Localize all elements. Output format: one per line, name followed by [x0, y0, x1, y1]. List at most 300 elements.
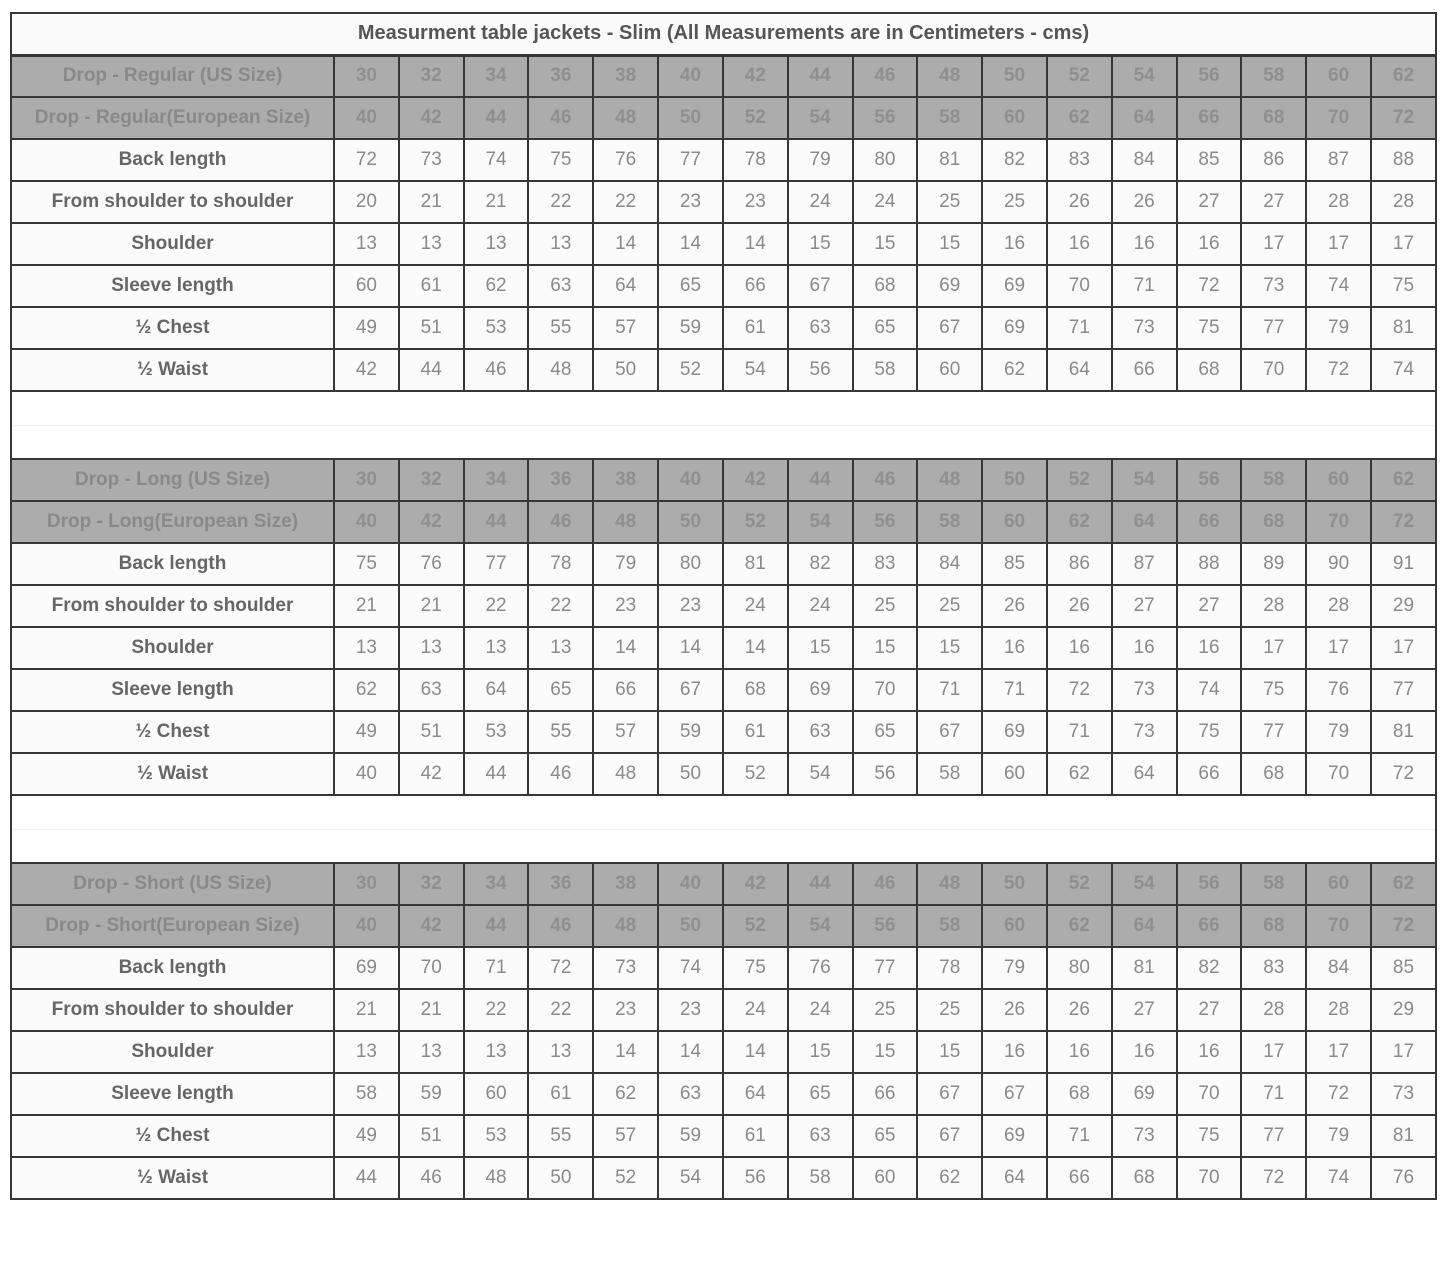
data-row	[11, 1157, 1436, 1199]
us-size-cell: 60	[1306, 863, 1371, 905]
us-size-cell: 56	[1177, 459, 1242, 501]
measurement-value-cell: 63	[788, 711, 853, 753]
measurement-value-cell: 13	[334, 1031, 399, 1073]
measurement-value-cell: 75	[1371, 265, 1436, 307]
measurement-value-cell: 17	[1306, 223, 1371, 265]
measurement-value-cell: 68	[1177, 349, 1242, 391]
measurement-value-cell: 22	[528, 585, 593, 627]
measurement-value-cell: 15	[788, 223, 853, 265]
measurement-value-cell: 61	[723, 307, 788, 349]
measurement-value-cell: 73	[1112, 669, 1177, 711]
measurement-value-cell: 16	[982, 627, 1047, 669]
measurement-value-cell: 52	[593, 1157, 658, 1199]
eu-size-cell: 68	[1241, 501, 1306, 543]
measurement-value-cell: 71	[1047, 711, 1112, 753]
measurement-value-cell: 75	[1241, 669, 1306, 711]
measurement-row-label: Back length	[11, 139, 334, 181]
eu-size-cell: 64	[1112, 501, 1177, 543]
eu-size-row-label: Drop - Short(European Size)	[11, 905, 334, 947]
measurement-value-cell: 73	[1112, 307, 1177, 349]
us-size-cell: 56	[1177, 863, 1242, 905]
section-gap	[11, 795, 1436, 829]
measurement-row-label: Shoulder	[11, 223, 334, 265]
measurement-value-cell: 63	[658, 1073, 723, 1115]
measurement-value-cell: 88	[1177, 543, 1242, 585]
eu-size-cell: 56	[853, 97, 918, 139]
eu-size-cell: 56	[853, 905, 918, 947]
measurement-value-cell: 22	[464, 989, 529, 1031]
measurement-value-cell: 69	[982, 1115, 1047, 1157]
eu-size-cell: 44	[464, 905, 529, 947]
eu-size-cell: 60	[982, 501, 1047, 543]
measurement-value-cell: 65	[528, 669, 593, 711]
us-size-cell: 48	[917, 55, 982, 97]
measurement-value-cell: 70	[399, 947, 464, 989]
measurement-value-cell: 81	[1112, 947, 1177, 989]
measurement-value-cell: 21	[399, 181, 464, 223]
measurement-value-cell: 42	[334, 349, 399, 391]
table-title: Measurment table jackets - Slim (All Measurements are in Centimeters - cms)	[11, 13, 1436, 55]
us-size-cell: 52	[1047, 863, 1112, 905]
measurement-value-cell: 25	[917, 989, 982, 1031]
measurement-value-cell: 24	[853, 181, 918, 223]
measurement-row-label: Sleeve length	[11, 1073, 334, 1115]
measurement-value-cell: 60	[464, 1073, 529, 1115]
measurement-value-cell: 81	[1371, 711, 1436, 753]
measurement-value-cell: 73	[1112, 1115, 1177, 1157]
measurement-value-cell: 25	[917, 181, 982, 223]
measurement-value-cell: 64	[464, 669, 529, 711]
us-size-cell: 48	[917, 863, 982, 905]
measurement-value-cell: 77	[853, 947, 918, 989]
measurement-value-cell: 74	[1371, 349, 1436, 391]
measurement-value-cell: 67	[917, 711, 982, 753]
measurement-value-cell: 26	[982, 585, 1047, 627]
measurement-value-cell: 75	[1177, 711, 1242, 753]
measurement-value-cell: 84	[1112, 139, 1177, 181]
measurement-value-cell: 64	[1112, 753, 1177, 795]
us-size-cell: 36	[528, 459, 593, 501]
measurement-row-label: Back length	[11, 947, 334, 989]
measurement-value-cell: 49	[334, 711, 399, 753]
measurement-value-cell: 75	[1177, 307, 1242, 349]
section-gap-row	[11, 391, 1436, 425]
measurement-value-cell: 74	[658, 947, 723, 989]
measurement-value-cell: 14	[658, 223, 723, 265]
us-size-cell: 54	[1112, 55, 1177, 97]
eu-size-cell: 48	[593, 97, 658, 139]
measurement-value-cell: 77	[1241, 307, 1306, 349]
data-row	[11, 223, 1436, 265]
measurement-value-cell: 69	[982, 307, 1047, 349]
measurement-value-cell: 13	[528, 627, 593, 669]
eu-size-cell: 72	[1371, 905, 1436, 947]
measurement-value-cell: 51	[399, 1115, 464, 1157]
measurement-value-cell: 75	[334, 543, 399, 585]
measurement-value-cell: 64	[593, 265, 658, 307]
eu-size-cell: 62	[1047, 905, 1112, 947]
measurement-row-label: Sleeve length	[11, 265, 334, 307]
measurement-value-cell: 83	[1241, 947, 1306, 989]
eu-size-cell: 40	[334, 97, 399, 139]
measurement-value-cell: 72	[1047, 669, 1112, 711]
measurement-value-cell: 14	[593, 1031, 658, 1073]
us-size-cell: 62	[1371, 459, 1436, 501]
measurement-value-cell: 22	[528, 989, 593, 1031]
measurement-value-cell: 17	[1306, 627, 1371, 669]
measurement-value-cell: 21	[399, 585, 464, 627]
measurement-value-cell: 62	[464, 265, 529, 307]
us-size-cell: 40	[658, 459, 723, 501]
us-size-cell: 60	[1306, 55, 1371, 97]
eu-size-cell: 62	[1047, 501, 1112, 543]
measurement-value-cell: 60	[853, 1157, 918, 1199]
eu-size-cell: 42	[399, 97, 464, 139]
us-size-cell: 62	[1371, 55, 1436, 97]
measurement-value-cell: 26	[1112, 181, 1177, 223]
measurement-value-cell: 24	[788, 989, 853, 1031]
measurement-value-cell: 72	[1177, 265, 1242, 307]
measurement-value-cell: 58	[788, 1157, 853, 1199]
measurement-value-cell: 55	[528, 711, 593, 753]
measurement-value-cell: 17	[1371, 1031, 1436, 1073]
measurement-value-cell: 13	[528, 1031, 593, 1073]
measurement-value-cell: 16	[982, 223, 1047, 265]
measurement-value-cell: 79	[1306, 1115, 1371, 1157]
header-row	[11, 905, 1436, 947]
measurement-value-cell: 60	[982, 753, 1047, 795]
measurement-value-cell: 57	[593, 307, 658, 349]
measurement-value-cell: 78	[917, 947, 982, 989]
measurement-value-cell: 75	[723, 947, 788, 989]
measurement-value-cell: 82	[788, 543, 853, 585]
eu-size-cell: 64	[1112, 97, 1177, 139]
measurement-value-cell: 22	[593, 181, 658, 223]
measurement-value-cell: 15	[788, 627, 853, 669]
measurement-value-cell: 72	[1306, 1073, 1371, 1115]
measurement-value-cell: 13	[464, 223, 529, 265]
measurement-value-cell: 79	[1306, 711, 1371, 753]
eu-size-cell: 46	[528, 905, 593, 947]
measurement-value-cell: 69	[788, 669, 853, 711]
measurement-value-cell: 79	[788, 139, 853, 181]
measurement-value-cell: 25	[853, 585, 918, 627]
measurement-value-cell: 28	[1306, 181, 1371, 223]
measurement-row-label: ½ Waist	[11, 1157, 334, 1199]
measurement-value-cell: 13	[334, 627, 399, 669]
eu-size-cell: 70	[1306, 501, 1371, 543]
measurement-value-cell: 50	[528, 1157, 593, 1199]
measurement-value-cell: 76	[399, 543, 464, 585]
measurement-value-cell: 51	[399, 307, 464, 349]
measurement-value-cell: 77	[464, 543, 529, 585]
measurement-value-cell: 48	[593, 753, 658, 795]
eu-size-cell: 42	[399, 501, 464, 543]
measurement-value-cell: 68	[1241, 753, 1306, 795]
measurement-value-cell: 83	[853, 543, 918, 585]
measurement-value-cell: 49	[334, 1115, 399, 1157]
measurement-value-cell: 90	[1306, 543, 1371, 585]
us-size-cell: 38	[593, 863, 658, 905]
measurement-value-cell: 25	[853, 989, 918, 1031]
measurement-value-cell: 29	[1371, 585, 1436, 627]
data-row	[11, 711, 1436, 753]
us-size-cell: 50	[982, 863, 1047, 905]
measurement-value-cell: 76	[1306, 669, 1371, 711]
measurement-value-cell: 66	[1177, 753, 1242, 795]
measurement-value-cell: 27	[1177, 989, 1242, 1031]
header-row	[11, 459, 1436, 501]
us-size-cell: 40	[658, 863, 723, 905]
measurement-value-cell: 66	[593, 669, 658, 711]
measurement-value-cell: 23	[723, 181, 788, 223]
measurement-value-cell: 85	[1371, 947, 1436, 989]
measurement-value-cell: 15	[917, 1031, 982, 1073]
measurement-value-cell: 64	[723, 1073, 788, 1115]
measurement-value-cell: 21	[334, 989, 399, 1031]
measurement-value-cell: 52	[658, 349, 723, 391]
measurement-value-cell: 55	[528, 307, 593, 349]
measurement-row-label: ½ Chest	[11, 711, 334, 753]
measurement-value-cell: 67	[917, 307, 982, 349]
measurement-value-cell: 26	[1047, 181, 1112, 223]
measurement-value-cell: 17	[1371, 627, 1436, 669]
measurement-value-cell: 69	[982, 265, 1047, 307]
measurement-value-cell: 53	[464, 1115, 529, 1157]
measurement-value-cell: 59	[658, 711, 723, 753]
us-size-cell: 38	[593, 459, 658, 501]
measurement-value-cell: 70	[853, 669, 918, 711]
measurement-value-cell: 15	[788, 1031, 853, 1073]
measurement-row-label: From shoulder to shoulder	[11, 585, 334, 627]
measurement-value-cell: 16	[1047, 627, 1112, 669]
measurement-value-cell: 60	[334, 265, 399, 307]
measurement-value-cell: 54	[723, 349, 788, 391]
us-size-cell: 50	[982, 459, 1047, 501]
eu-size-cell: 58	[917, 905, 982, 947]
measurement-value-cell: 13	[334, 223, 399, 265]
measurement-value-cell: 15	[917, 223, 982, 265]
eu-size-cell: 66	[1177, 905, 1242, 947]
measurement-value-cell: 46	[399, 1157, 464, 1199]
measurement-value-cell: 14	[723, 1031, 788, 1073]
measurement-value-cell: 77	[1241, 711, 1306, 753]
measurement-value-cell: 54	[658, 1157, 723, 1199]
section-gap	[11, 425, 1436, 459]
measurement-value-cell: 13	[528, 223, 593, 265]
eu-size-cell: 54	[788, 905, 853, 947]
eu-size-row-label: Drop - Regular(European Size)	[11, 97, 334, 139]
measurement-value-cell: 69	[982, 711, 1047, 753]
measurement-value-cell: 57	[593, 1115, 658, 1157]
measurement-value-cell: 71	[1047, 1115, 1112, 1157]
us-size-cell: 58	[1241, 55, 1306, 97]
measurement-value-cell: 22	[528, 181, 593, 223]
eu-size-cell: 66	[1177, 501, 1242, 543]
us-size-cell: 46	[853, 55, 918, 97]
measurement-value-cell: 81	[1371, 1115, 1436, 1157]
us-size-cell: 60	[1306, 459, 1371, 501]
measurement-value-cell: 64	[982, 1157, 1047, 1199]
measurement-value-cell: 65	[853, 1115, 918, 1157]
measurement-value-cell: 66	[853, 1073, 918, 1115]
measurement-value-cell: 17	[1241, 1031, 1306, 1073]
measurement-value-cell: 44	[334, 1157, 399, 1199]
eu-size-row-label: Drop - Long(European Size)	[11, 501, 334, 543]
measurement-row-label: Sleeve length	[11, 669, 334, 711]
section-gap-row	[11, 425, 1436, 459]
measurement-value-cell: 73	[399, 139, 464, 181]
us-size-cell: 62	[1371, 863, 1436, 905]
eu-size-cell: 48	[593, 501, 658, 543]
measurement-value-cell: 85	[982, 543, 1047, 585]
measurement-value-cell: 63	[528, 265, 593, 307]
measurement-value-cell: 15	[853, 1031, 918, 1073]
measurement-value-cell: 80	[658, 543, 723, 585]
measurement-value-cell: 80	[1047, 947, 1112, 989]
us-size-cell: 44	[788, 863, 853, 905]
measurement-value-cell: 86	[1241, 139, 1306, 181]
measurement-value-cell: 56	[853, 753, 918, 795]
measurement-value-cell: 73	[1241, 265, 1306, 307]
measurement-value-cell: 25	[982, 181, 1047, 223]
eu-size-cell: 54	[788, 97, 853, 139]
measurement-value-cell: 63	[399, 669, 464, 711]
measurement-value-cell: 69	[917, 265, 982, 307]
section-gap	[11, 829, 1436, 863]
measurement-value-cell: 78	[528, 543, 593, 585]
measurement-value-cell: 75	[528, 139, 593, 181]
measurement-value-cell: 81	[1371, 307, 1436, 349]
measurement-value-cell: 76	[788, 947, 853, 989]
measurement-value-cell: 48	[528, 349, 593, 391]
measurement-value-cell: 21	[464, 181, 529, 223]
measurement-value-cell: 78	[723, 139, 788, 181]
measurement-value-cell: 48	[464, 1157, 529, 1199]
measurement-value-cell: 73	[1371, 1073, 1436, 1115]
measurement-value-cell: 67	[917, 1115, 982, 1157]
measurement-value-cell: 60	[917, 349, 982, 391]
measurement-value-cell: 24	[788, 181, 853, 223]
measurement-row-label: Shoulder	[11, 627, 334, 669]
measurement-value-cell: 83	[1047, 139, 1112, 181]
us-size-cell: 54	[1112, 459, 1177, 501]
measurement-value-cell: 58	[917, 753, 982, 795]
measurement-value-cell: 24	[723, 585, 788, 627]
measurement-value-cell: 17	[1241, 627, 1306, 669]
measurement-value-cell: 62	[334, 669, 399, 711]
measurement-value-cell: 16	[1047, 1031, 1112, 1073]
us-size-cell: 36	[528, 863, 593, 905]
measurement-value-cell: 69	[1112, 1073, 1177, 1115]
measurement-value-cell: 15	[853, 223, 918, 265]
measurement-value-cell: 21	[334, 585, 399, 627]
measurement-value-cell: 54	[788, 753, 853, 795]
measurement-value-cell: 84	[1306, 947, 1371, 989]
measurement-value-cell: 23	[593, 989, 658, 1031]
measurement-value-cell: 61	[723, 1115, 788, 1157]
title-row	[11, 13, 1436, 55]
measurement-value-cell: 46	[528, 753, 593, 795]
measurement-value-cell: 14	[658, 627, 723, 669]
us-size-cell: 30	[334, 863, 399, 905]
measurement-value-cell: 16	[1177, 223, 1242, 265]
measurement-value-cell: 59	[658, 1115, 723, 1157]
us-size-cell: 58	[1241, 459, 1306, 501]
data-row	[11, 1073, 1436, 1115]
measurement-value-cell: 49	[334, 307, 399, 349]
measurement-value-cell: 53	[464, 307, 529, 349]
measurement-value-cell: 67	[788, 265, 853, 307]
measurement-value-cell: 20	[334, 181, 399, 223]
measurement-table-body	[11, 13, 1436, 1199]
measurement-value-cell: 17	[1371, 223, 1436, 265]
measurement-value-cell: 73	[1112, 711, 1177, 753]
measurement-value-cell: 68	[853, 265, 918, 307]
us-size-cell: 30	[334, 55, 399, 97]
measurement-value-cell: 91	[1371, 543, 1436, 585]
measurement-value-cell: 26	[1047, 585, 1112, 627]
us-size-cell: 52	[1047, 55, 1112, 97]
measurement-value-cell: 46	[464, 349, 529, 391]
measurement-value-cell: 63	[788, 1115, 853, 1157]
measurement-value-cell: 55	[528, 1115, 593, 1157]
measurement-value-cell: 27	[1177, 585, 1242, 627]
us-size-cell: 44	[788, 459, 853, 501]
measurement-value-cell: 16	[982, 1031, 1047, 1073]
measurement-value-cell: 14	[723, 223, 788, 265]
data-row	[11, 1031, 1436, 1073]
measurement-value-cell: 14	[593, 223, 658, 265]
measurement-value-cell: 56	[788, 349, 853, 391]
measurement-value-cell: 88	[1371, 139, 1436, 181]
eu-size-cell: 70	[1306, 905, 1371, 947]
measurement-value-cell: 15	[853, 627, 918, 669]
data-row	[11, 349, 1436, 391]
measurement-value-cell: 89	[1241, 543, 1306, 585]
measurement-value-cell: 74	[1306, 265, 1371, 307]
measurement-row-label: ½ Chest	[11, 1115, 334, 1157]
measurement-value-cell: 79	[982, 947, 1047, 989]
measurement-value-cell: 51	[399, 711, 464, 753]
eu-size-cell: 40	[334, 905, 399, 947]
measurement-value-cell: 77	[1371, 669, 1436, 711]
eu-size-cell: 66	[1177, 97, 1242, 139]
eu-size-cell: 64	[1112, 905, 1177, 947]
data-row	[11, 947, 1436, 989]
measurement-value-cell: 67	[658, 669, 723, 711]
section-gap-row	[11, 829, 1436, 863]
measurement-value-cell: 16	[1112, 1031, 1177, 1073]
measurement-value-cell: 13	[399, 223, 464, 265]
measurement-value-cell: 27	[1112, 989, 1177, 1031]
measurement-value-cell: 79	[1306, 307, 1371, 349]
measurement-value-cell: 75	[1177, 1115, 1242, 1157]
data-row	[11, 585, 1436, 627]
eu-size-cell: 50	[658, 501, 723, 543]
eu-size-cell: 56	[853, 501, 918, 543]
measurement-value-cell: 77	[658, 139, 723, 181]
measurement-value-cell: 52	[723, 753, 788, 795]
measurement-value-cell: 72	[1241, 1157, 1306, 1199]
measurement-value-cell: 50	[658, 753, 723, 795]
measurement-value-cell: 40	[334, 753, 399, 795]
measurement-value-cell: 70	[1177, 1157, 1242, 1199]
eu-size-cell: 60	[982, 905, 1047, 947]
measurement-value-cell: 15	[917, 627, 982, 669]
measurement-value-cell: 68	[723, 669, 788, 711]
measurement-value-cell: 24	[723, 989, 788, 1031]
